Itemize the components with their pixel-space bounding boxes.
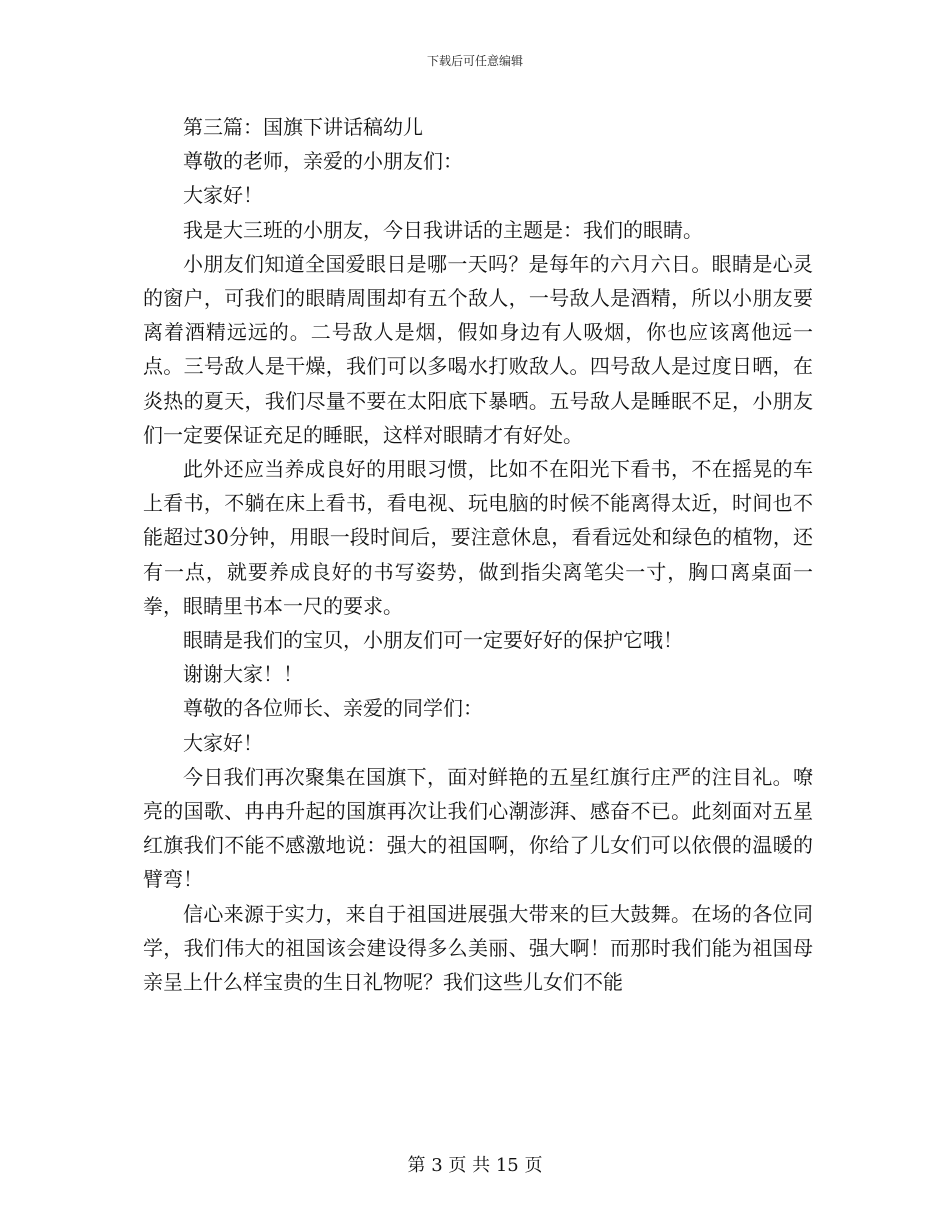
paragraph-topic: 我是大三班的小朋友，今日我讲话的主题是：我们的眼睛。 <box>183 217 703 242</box>
greeting-second-speech: 大家好！ <box>183 730 263 755</box>
salutation: 尊敬的老师，亲爱的小朋友们： <box>183 149 463 174</box>
section-title: 第三篇：国旗下讲话稿幼儿 <box>183 115 423 139</box>
greeting: 大家好！ <box>183 183 263 208</box>
paragraph-flag-ceremony: 今日我们再次聚集在国旗下，面对鲜艳的五星红旗行庄严的注目礼。嘹亮的国歌、冉冉升起的国旗再次让我们心潮澎湃、感奋不已。此刻面对五星红旗我们不能不感激地说：强大的祖国啊，你给了儿女们可以依偎的温暖的臂弯！ <box>143 764 813 892</box>
paragraph-confidence: 信心来源于实力，来自于祖国进展强大带来的巨大鼓舞。在场的各位同学，我们伟大的祖国该会建设得多么美丽、强大啊！而那时我们能为祖国母亲呈上什么样宝贵的生日礼物呢？我们这些儿女们不能 <box>143 901 813 995</box>
document-body <box>143 110 813 999</box>
paragraph-eye-enemies: 小朋友们知道全国爱眼日是哪一天吗？是每年的六月六日。眼睛是心灵的窗户，可我们的眼睛周围却有五个敌人，一号敌人是酒精，所以小朋友要离着酒精远远的。二号敌人是烟，假如身边有人吸烟，你也应该离他远一点。三号敌人是干燥，我们可以多喝水打败敌人。四号敌人是过度日晒，在炎热的夏天，我们尽量不要在太阳底下暴晒。五号敌人是睡眠不足，小朋友们一定要保证充足的睡眠，这样对眼睛才有好处。 <box>143 251 813 447</box>
paragraph-protect-eyes: 眼睛是我们的宝贝，小朋友们可一定要好好的保护它哦！ <box>183 628 683 653</box>
page-header: 下载后可任意编辑 <box>426 54 523 68</box>
page-number-footer: 第 3 页 共 15 页 <box>407 1155 543 1176</box>
paragraph-eye-habits: 此外还应当养成良好的用眼习惯，比如不在阳光下看书，不在摇晃的车上看书，不躺在床上看书，看电视、玩电脑的时候不能离得太近，时间也不能超过30分钟，用眼一段时间后，要注意休息，看看远处和绿色的植物，还有一点，就要养成良好的书写姿势，做到指尖离笔尖一寸，胸口离桌面一拳，眼睛里书本一尺的要求。 <box>143 457 813 618</box>
closing-thanks: 谢谢大家！！ <box>183 662 303 687</box>
salutation-second-speech: 尊敬的各位师长、亲爱的同学们： <box>183 696 483 721</box>
